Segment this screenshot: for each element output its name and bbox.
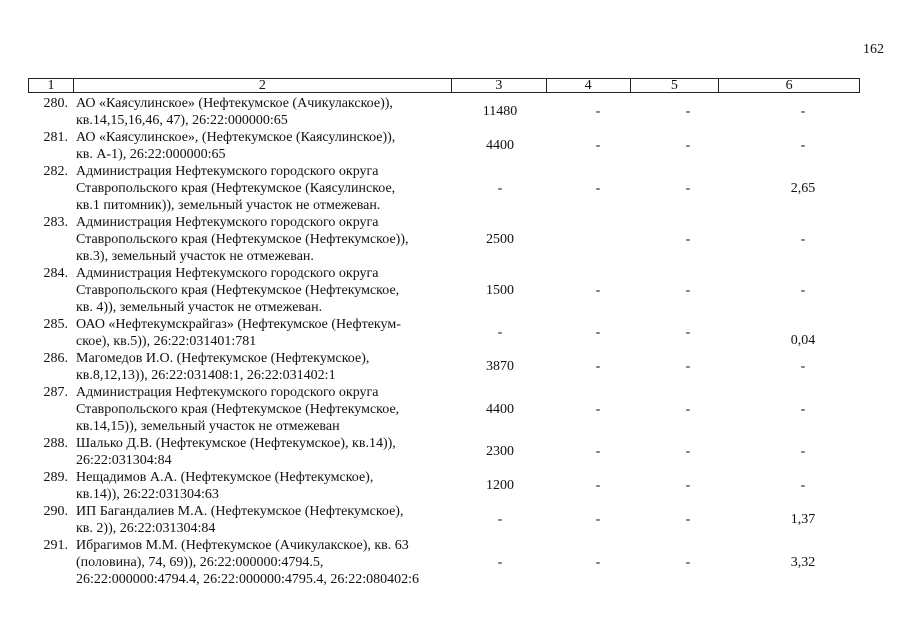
row-description [76,316,456,350]
row-value-c6: 3,32 [790,555,816,570]
row-description [76,129,456,163]
description-line: Администрация Нефтекумского городского округа [76,164,379,179]
description-line: ИП Багандалиев М.А. (Нефтекумское (Нефтекумское), [76,504,404,519]
row-number: 282. [43,164,68,179]
description-line: кв. 4)), земельный участок не отмежеван. [76,300,323,315]
row-number: 286. [43,351,68,366]
row-value-c5: - [685,232,691,247]
table-row [28,350,868,384]
table-row [28,95,868,129]
row-value-c5: - [685,359,691,374]
description-line: кв. А-1), 26:22:000000:65 [76,147,226,162]
row-value-c6: 0,04 [790,333,816,348]
row-value-c6: - [800,478,806,493]
row-value-c5: - [685,402,691,417]
row-value-c3: 1500 [486,283,514,298]
description-line: 26:22:000000:4794.4, 26:22:000000:4795.4, 26:22:080402:6 [76,572,420,587]
row-value-c4: - [595,283,601,298]
description-line: Ставропольского края (Нефтекумское (Нефтекумское)), [76,232,409,247]
header-col-2: 2 [74,79,452,92]
description-line: кв.14)), 26:22:031304:63 [76,487,219,502]
row-number: 280. [43,96,68,111]
row-value-c5: - [685,104,691,119]
header-col-3: 3 [452,79,547,92]
description-line: Администрация Нефтекумского городского округа [76,385,379,400]
row-value-c5: - [685,181,691,196]
description-line: Ставропольского края (Нефтекумское (Каясулинское, [76,181,396,196]
row-value-c3: 2300 [486,444,514,459]
row-value-c3: 3870 [486,359,514,374]
row-value-c5: - [685,555,691,570]
description-line: кв.1 питомник)), земельный участок не отмежеван. [76,198,381,213]
table-row [28,265,868,316]
table-row [28,503,868,537]
table-row [28,163,868,214]
row-value-c3: 11480 [482,104,518,119]
table-row [28,214,868,265]
table-row [28,469,868,503]
row-number: 281. [43,130,68,145]
row-number: 284. [43,266,68,281]
row-value-c6: - [800,359,806,374]
row-value-c5: - [685,444,691,459]
row-value-c4: - [595,444,601,459]
row-description [76,350,456,384]
header-col-4: 4 [547,79,631,92]
description-line: кв.14,15,16,46, 47), 26:22:000000:65 [76,113,288,128]
description-line: Ибрагимов М.М. (Нефтекумское (Ачикулакское), кв. 63 [76,538,409,553]
description-line: Нещадимов А.А. (Нефтекумское (Нефтекумское), [76,470,374,485]
row-description [76,163,456,214]
row-value-c5: - [685,138,691,153]
row-value-c6: - [800,104,806,119]
row-value-c6: 1,37 [790,512,816,527]
row-value-c5: - [685,283,691,298]
row-value-c3: 1200 [486,478,514,493]
description-line: Администрация Нефтекумского городского округа [76,266,379,281]
table-row [28,435,868,469]
row-value-c3: - [497,555,503,570]
row-value-c3: - [497,325,503,340]
row-description [76,95,456,129]
row-value-c4: - [595,512,601,527]
row-value-c4: - [595,325,601,340]
table-row [28,384,868,435]
row-value-c6: - [800,444,806,459]
description-line: Администрация Нефтекумского городского округа [76,215,379,230]
row-value-c6: 2,65 [790,181,816,196]
table-row [28,129,868,163]
row-number: 287. [43,385,68,400]
row-value-c4: - [595,402,601,417]
row-value-c4: - [595,104,601,119]
row-value-c5: - [685,512,691,527]
page-number: 162 [863,42,884,57]
row-description [76,469,456,503]
description-line: Ставропольского края (Нефтекумское (Нефтекумское, [76,402,400,417]
description-line: АО «Каясулинское» (Нефтекумское (Ачикулакское)), [76,96,393,111]
table-header [28,78,860,93]
row-value-c5: - [685,478,691,493]
description-line: ОАО «Нефтекумскрайгаз» (Нефтекумское (Нефтекум- [76,317,401,332]
description-line: Шалько Д.В. (Нефтекумское (Нефтекумское), кв.14)), [76,436,396,451]
row-value-c4: - [595,138,601,153]
row-number: 283. [43,215,68,230]
description-line: кв. 2)), 26:22:031304:84 [76,521,216,536]
row-value-c4: - [595,478,601,493]
description-line: 26:22:031304:84 [76,453,172,468]
row-value-c5: - [685,325,691,340]
header-col-5: 5 [631,79,720,92]
row-number: 288. [43,436,68,451]
description-line: ское), кв.5)), 26:22:031401:781 [76,334,257,349]
row-number: 290. [43,504,68,519]
row-description [76,214,456,265]
row-number: 291. [43,538,68,553]
row-value-c3: - [497,512,503,527]
row-number: 289. [43,470,68,485]
description-line: Ставропольского края (Нефтекумское (Нефтекумское, [76,283,400,298]
row-value-c4: - [595,555,601,570]
row-value-c6: - [800,402,806,417]
row-number: 285. [43,317,68,332]
row-value-c6: - [800,232,806,247]
row-description [76,503,456,537]
description-line: кв.8,12,13)), 26:22:031408:1, 26:22:031402:1 [76,368,336,383]
description-line: (половина), 74, 69)), 26:22:000000:4794.5, [76,555,324,570]
row-value-c3: - [497,181,503,196]
row-value-c3: 4400 [486,402,514,417]
description-line: Магомедов И.О. (Нефтекумское (Нефтекумское), [76,351,370,366]
header-col-6: 6 [785,78,793,93]
row-value-c4: - [595,181,601,196]
description-line: кв.14,15)), земельный участок не отмежеван [76,419,340,434]
description-line: кв.3), земельный участок не отмежеван. [76,249,314,264]
header-col-1: 1 [29,79,74,92]
row-value-c6: - [800,138,806,153]
description-line: АО «Каясулинское», (Нефтекумское (Каясулинское)), [76,130,396,145]
row-description [76,384,456,435]
row-description [76,265,456,316]
row-value-c3: 4400 [486,138,514,153]
table-body [28,95,868,588]
row-value-c3: 2500 [486,232,514,247]
row-description [76,435,456,469]
row-value-c6: - [800,283,806,298]
row-value-c4: - [595,359,601,374]
table-row [28,537,868,588]
table-row [28,316,868,350]
row-description [76,537,456,588]
